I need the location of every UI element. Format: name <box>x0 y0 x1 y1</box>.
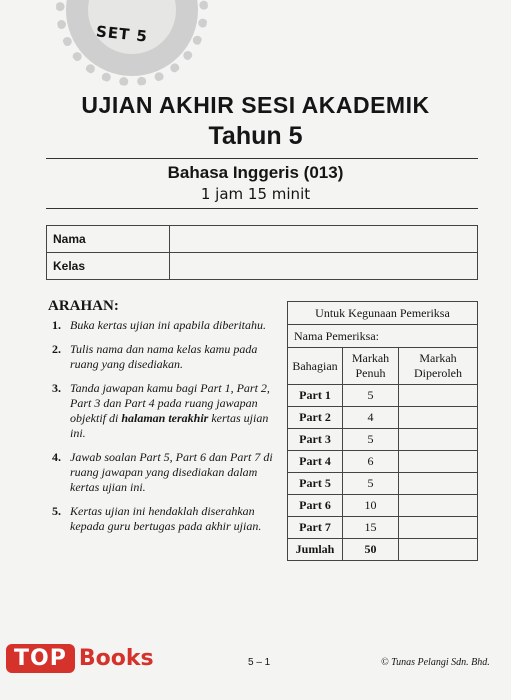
part-label: Part 4 <box>288 451 343 473</box>
instruction-number: 3. <box>52 381 61 395</box>
col-full-header: Markah Penuh <box>343 348 399 385</box>
instruction-emphasis: halaman terakhir <box>121 411 209 425</box>
marks-row <box>288 429 478 451</box>
watermark-top: TOP <box>6 644 75 673</box>
marks-row <box>288 517 478 539</box>
identity-row-class <box>47 253 478 280</box>
full-marks: 15 <box>343 517 399 539</box>
obtained-marks[interactable] <box>399 385 478 407</box>
instruction-text: kertas ujian ini. <box>70 411 269 440</box>
part-label: Part 7 <box>288 517 343 539</box>
instruction-item <box>48 450 280 495</box>
total-full: 50 <box>343 539 399 561</box>
instruction-text: Jawab soalan Part 5, Part 6 dan Part 7 di ruang jawapan yang disediakan dalam kertas ujian ini. <box>70 450 273 494</box>
instruction-text: Buka kertas ujian ini apabila diberitahu. <box>70 318 266 332</box>
instruction-item <box>48 381 280 441</box>
class-field[interactable] <box>170 253 478 280</box>
part-label: Part 1 <box>288 385 343 407</box>
full-marks: 5 <box>343 385 399 407</box>
instruction-text: Tulis nama dan nama kelas kamu pada ruang yang disediakan. <box>70 342 258 371</box>
part-label: Part 5 <box>288 473 343 495</box>
part-label: Part 2 <box>288 407 343 429</box>
set-label: SET 5 <box>95 22 149 46</box>
col-obtained-header: Markah Diperoleh <box>399 348 478 385</box>
identity-table <box>46 225 478 280</box>
full-marks: 6 <box>343 451 399 473</box>
examiner-table <box>287 301 478 561</box>
watermark-books: Books <box>78 645 154 671</box>
exam-year: Tahun 5 <box>208 122 303 150</box>
col-section-header: Bahagian <box>288 348 343 385</box>
total-label: Jumlah <box>288 539 343 561</box>
name-field[interactable] <box>170 226 478 253</box>
instruction-text: Kertas ujian ini hendaklah diserahkan kepada guru bertugas pada akhir ujian. <box>70 504 262 533</box>
obtained-marks[interactable] <box>399 473 478 495</box>
total-obtained[interactable] <box>399 539 478 561</box>
instruction-item <box>48 504 280 534</box>
name-label: Nama <box>47 226 170 253</box>
part-label: Part 6 <box>288 495 343 517</box>
marks-row <box>288 473 478 495</box>
divider-bottom <box>46 208 478 209</box>
obtained-marks[interactable] <box>399 495 478 517</box>
instruction-item <box>48 342 280 372</box>
obtained-marks[interactable] <box>399 429 478 451</box>
examiner-table-title: Untuk Kegunaan Pemeriksa <box>288 302 478 325</box>
instruction-number: 2. <box>52 342 61 356</box>
full-marks: 10 <box>343 495 399 517</box>
page-number: 5 – 1 <box>248 657 271 668</box>
marks-row <box>288 495 478 517</box>
class-label: Kelas <box>47 253 170 280</box>
identity-row-name <box>47 226 478 253</box>
marks-row <box>288 407 478 429</box>
obtained-marks[interactable] <box>399 407 478 429</box>
instruction-number: 1. <box>52 318 61 332</box>
marks-row <box>288 385 478 407</box>
obtained-marks[interactable] <box>399 517 478 539</box>
copyright: © Tunas Pelangi Sdn. Bhd. <box>381 657 490 668</box>
topbooks-watermark <box>6 640 154 676</box>
instruction-text: Tanda jawapan kamu bagi Part 1, Part 2, Part 3 dan Part 4 pada ruang jawapan objektif di <box>70 381 270 425</box>
marks-row <box>288 451 478 473</box>
instructions-heading: ARAHAN: <box>48 298 119 314</box>
full-marks: 4 <box>343 407 399 429</box>
subject-title: Bahasa Inggeris (013) <box>167 163 344 182</box>
part-label: Part 3 <box>288 429 343 451</box>
instruction-number: 5. <box>52 504 61 518</box>
instructions-list <box>48 318 280 543</box>
instruction-number: 4. <box>52 450 61 464</box>
full-marks: 5 <box>343 473 399 495</box>
examiner-name-label: Nama Pemeriksa: <box>288 325 478 348</box>
obtained-marks[interactable] <box>399 451 478 473</box>
divider-top <box>46 158 478 159</box>
full-marks: 5 <box>343 429 399 451</box>
exam-title: UJIAN AKHIR SESI AKADEMIK <box>81 92 430 118</box>
exam-duration: 1 jam 15 minit <box>200 185 311 203</box>
instruction-item <box>48 318 280 333</box>
